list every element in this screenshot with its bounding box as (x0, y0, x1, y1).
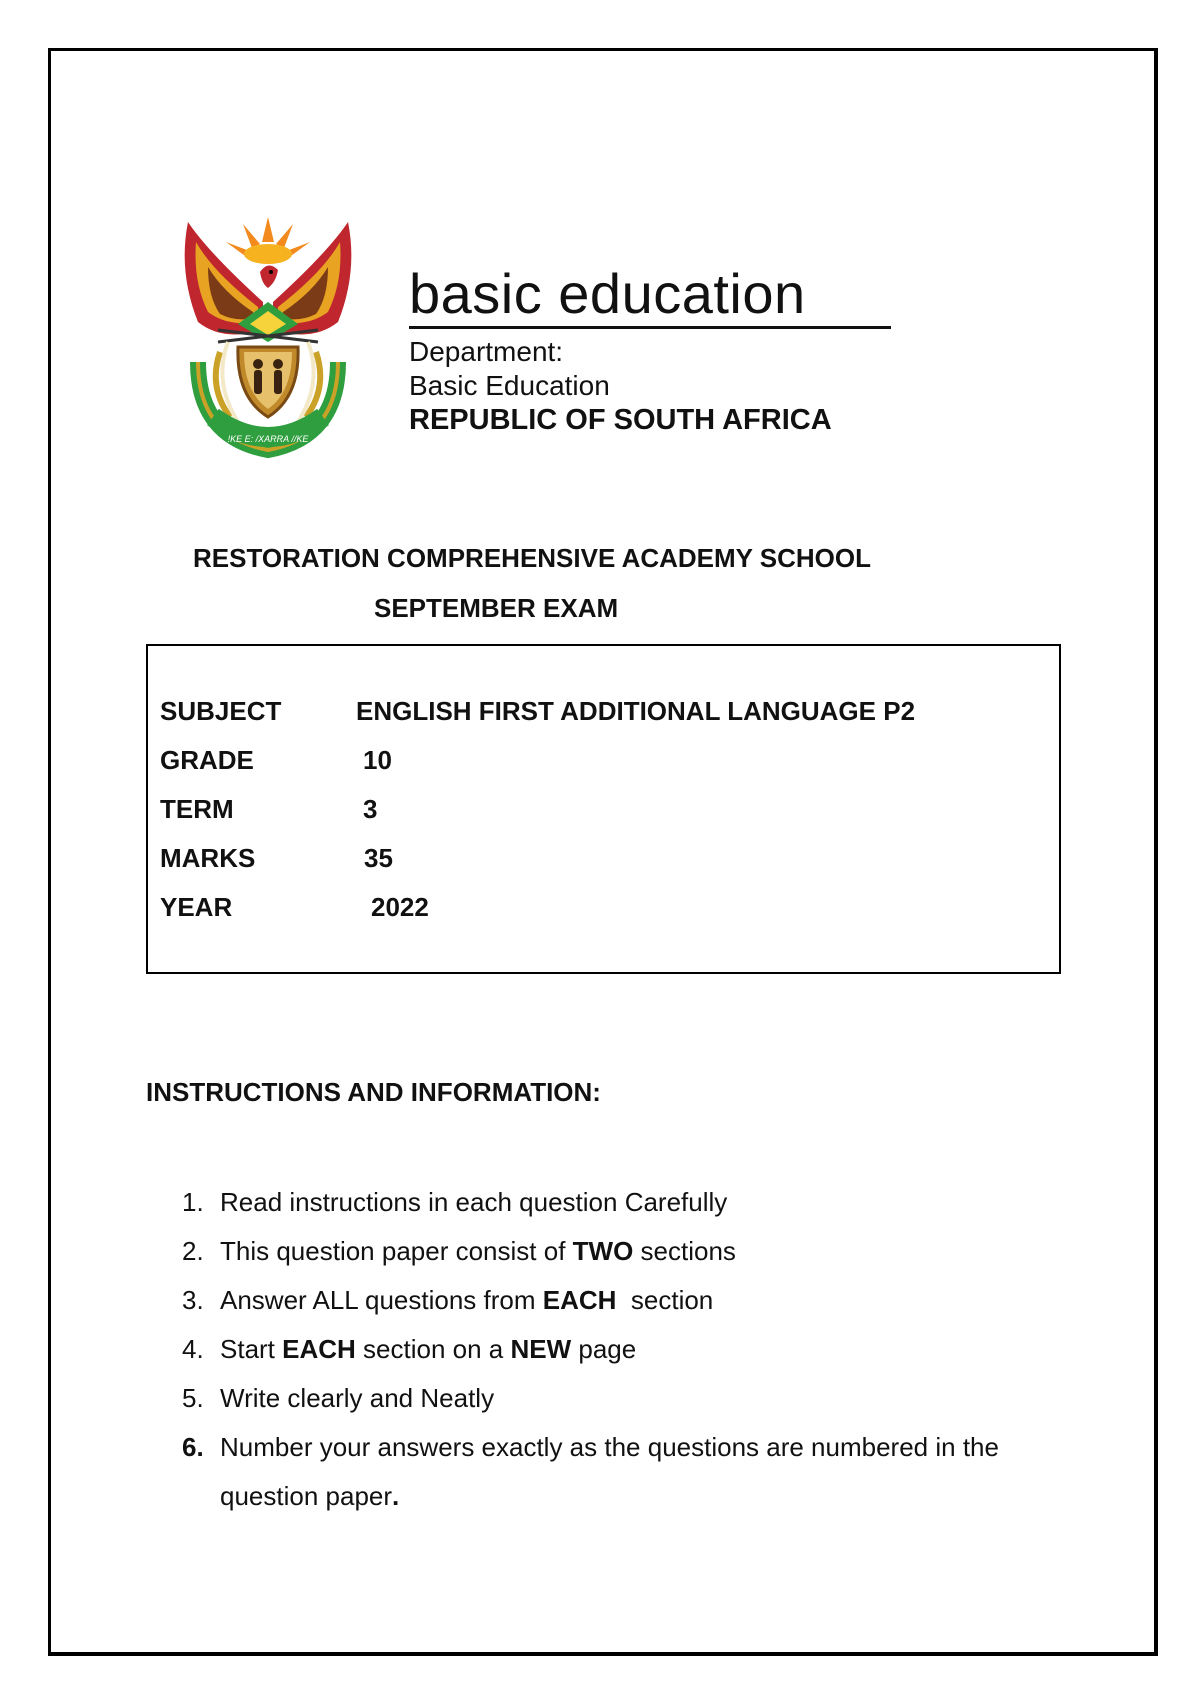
marks-value: 35 (364, 843, 393, 873)
instruction-text: sections (633, 1236, 736, 1266)
subject-label: SUBJECT (160, 696, 282, 726)
grade-label: GRADE (160, 745, 254, 775)
instruction-emphasis: TWO (572, 1236, 634, 1266)
exam-details-box (146, 644, 1061, 974)
marks-label: MARKS (160, 843, 256, 873)
instruction-text: section on a (355, 1334, 511, 1364)
subject-value: ENGLISH FIRST ADDITIONAL LANGUAGE P2 (356, 696, 916, 726)
instruction-emphasis: . (392, 1481, 400, 1511)
instruction-text: Answer ALL questions from (220, 1285, 543, 1315)
instruction-text: Read instructions in each question Carefully (220, 1187, 728, 1217)
instruction-item-5 (180, 1374, 1040, 1423)
year-value: 2022 (371, 892, 429, 922)
exam-name: SEPTEMBER EXAM (374, 593, 619, 623)
instruction-emphasis: NEW (510, 1334, 572, 1364)
brand-underline (409, 326, 891, 329)
instruction-number: 1. (182, 1187, 204, 1217)
instruction-item-4 (180, 1325, 1040, 1374)
department-logo (168, 212, 888, 462)
instruction-text: Start (220, 1334, 283, 1364)
term-label: TERM (160, 794, 234, 824)
coat-of-arms-icon (168, 212, 368, 462)
year-label: YEAR (160, 892, 233, 922)
instructions-list (180, 1178, 1040, 1521)
instruction-number: 2. (182, 1236, 204, 1266)
instruction-emphasis: EACH (542, 1285, 617, 1315)
instruction-item-1 (180, 1178, 1040, 1227)
instruction-item-3 (180, 1276, 1040, 1325)
term-value: 3 (363, 794, 378, 824)
instruction-number: 3. (182, 1285, 204, 1315)
school-name: RESTORATION COMPREHENSIVE ACADEMY SCHOOL (193, 543, 871, 573)
svg-text:!KE E: /XARRA //KE: !KE E: /XARRA //KE (227, 434, 309, 444)
grade-value: 10 (363, 745, 392, 775)
brand-title: basic education (409, 262, 806, 325)
department-line2: Basic Education (409, 370, 610, 401)
department-line1: Department: (409, 336, 564, 367)
instruction-item-2 (180, 1227, 1040, 1276)
instruction-text: page (571, 1334, 637, 1364)
instruction-text: section (616, 1285, 714, 1315)
instruction-number: 4. (182, 1334, 204, 1364)
instructions-heading: INSTRUCTIONS AND INFORMATION: (146, 1077, 601, 1107)
instruction-text: Write clearly and Neatly (220, 1383, 495, 1413)
instruction-emphasis: EACH (282, 1334, 356, 1364)
instruction-number: 5. (182, 1383, 204, 1413)
instruction-text: This question paper consist of (220, 1236, 573, 1266)
instruction-item-6 (180, 1423, 1040, 1521)
instruction-text: Number your answers exactly as the questions are numbered in the question paper (220, 1432, 999, 1511)
instruction-number: 6. (182, 1432, 204, 1462)
country-name: REPUBLIC OF SOUTH AFRICA (409, 404, 832, 436)
